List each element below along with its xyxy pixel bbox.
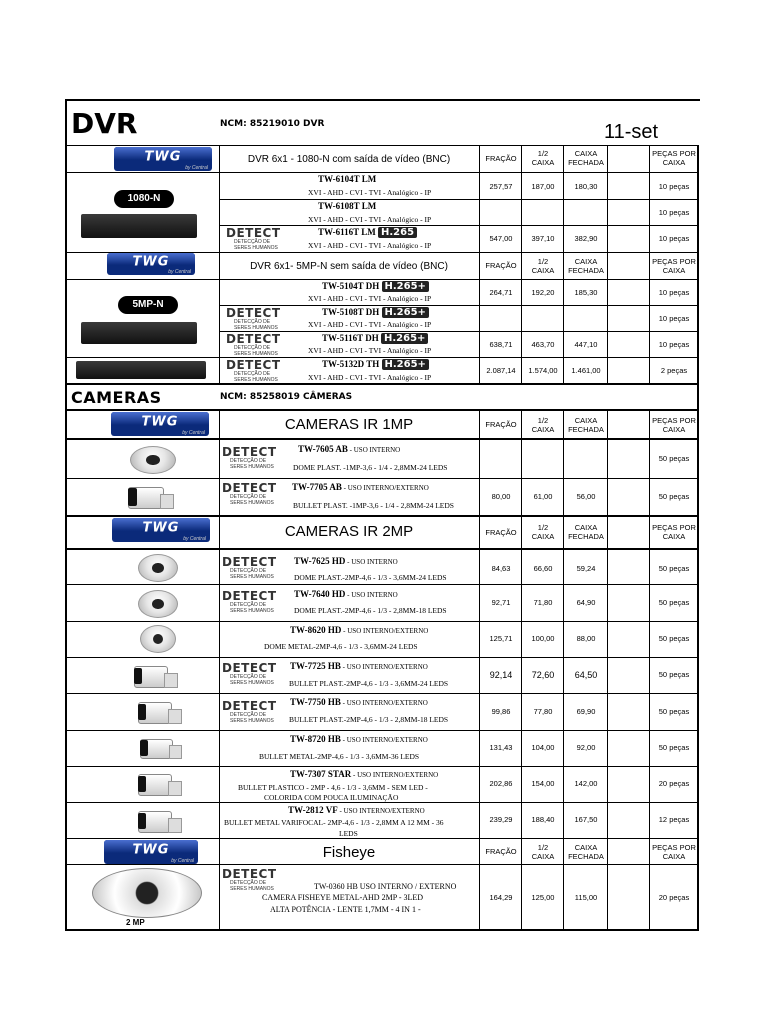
model-name: TW-7640 HD - USO INTERNO (294, 589, 398, 599)
detect-logo: DETECT DETECÇÃO DE SERES HUMANOS (222, 589, 277, 614)
col-meia-caixa: 1/2 CAIXA (531, 149, 555, 167)
h265-badge: H.265+ (381, 333, 428, 344)
model-spec: BULLET PLAST. -1MP-3,6 - 1/4 - 2,8MM-24 LEDS (293, 501, 454, 510)
detect-logo: DETECT DETECÇÃO DE SERES HUMANOS (226, 332, 281, 357)
row-line (66, 438, 699, 440)
price-caixa: 88,00 (576, 634, 596, 643)
col-line (607, 145, 608, 385)
detect-logo: DETECT DETECÇÃO DE SERES HUMANOS (226, 226, 281, 251)
price-caixa: 1.461,00 (571, 366, 601, 375)
price-meia: 71,80 (533, 598, 553, 607)
twg-logo: TWG by Central (111, 412, 209, 436)
dvr-image (81, 322, 197, 344)
col-line (649, 409, 650, 931)
model-name: TW-7750 HB - USO INTERNO/EXTERNO (290, 697, 428, 707)
price-meia: 100,00 (531, 634, 555, 643)
qty: 20 peças (658, 779, 690, 788)
price-caixa: 64,50 (574, 670, 598, 680)
qty: 50 peças (658, 707, 690, 716)
col-fracao: FRAÇÃO (485, 420, 517, 429)
price-fracao: 125,71 (489, 634, 513, 643)
col-line (479, 409, 480, 931)
qty: 50 peças (658, 743, 690, 752)
price-caixa: 64,90 (576, 598, 596, 607)
dvr-image (81, 214, 197, 238)
row-line (66, 357, 699, 358)
price-meia: 463,70 (531, 340, 555, 349)
row-line (66, 478, 699, 479)
col-pecas-caixa: PEÇAS POR CAIXA (652, 523, 696, 541)
model-spec: BULLET METAL VARIFOCAL- 2MP-4,6 - 1/3 - 2,8MM A 12 MM - 36 (224, 818, 444, 827)
h265-badge: H.265+ (382, 307, 429, 318)
dome-camera-image (138, 554, 178, 582)
model-name: TW-7625 HD - USO INTERNO (294, 556, 398, 566)
model-spec: XVI - AHD - CVI - TVI - Analógico - IP (308, 320, 432, 329)
qty: 10 peças (658, 208, 690, 217)
row-line (66, 693, 699, 694)
price-meia: 125,00 (531, 893, 555, 902)
price-caixa: 115,00 (574, 893, 598, 902)
section-fisheye: Fisheye (322, 844, 376, 861)
model-spec: DOME METAL-2MP-4,6 - 1/3 - 3,6MM-24 LEDS (264, 642, 418, 651)
qty: 50 peças (658, 454, 690, 463)
model-name: TW-8720 HB - USO INTERNO/EXTERNO (290, 734, 428, 744)
model-spec: XVI - AHD - CVI - TVI - Analógico - IP (308, 373, 432, 382)
twg-logo: TWG by Central (114, 147, 212, 171)
bullet-camera-image (138, 696, 184, 728)
price-meia: 1.574,00 (528, 366, 558, 375)
qty: 10 peças (658, 288, 690, 297)
qty: 12 peças (658, 815, 690, 824)
price-fracao: 638,71 (489, 340, 513, 349)
section-ir-2mp: CAMERAS IR 2MP (284, 523, 414, 540)
row-line (220, 199, 699, 200)
fisheye-spec-2: ALTA POTÊNCIA - LENTE 1,7MM - 4 IN 1 - (270, 905, 421, 914)
row-line (66, 515, 699, 517)
detect-logo: DETECT DETECÇÃO DE SERES HUMANOS (226, 358, 281, 383)
row-line (66, 838, 699, 839)
row-line (66, 766, 699, 767)
bullet-camera-image (128, 480, 176, 514)
detect-logo: DETECT DETECÇÃO DE SERES HUMANOS (222, 445, 277, 470)
model-spec: DOME PLAST. -1MP-3,6 - 1/4 - 2,8MM-24 LEDS (293, 463, 448, 472)
row-line (66, 621, 699, 622)
frame-bottom (65, 929, 699, 931)
col-pecas-caixa: PEÇAS POR CAIXA (652, 416, 696, 434)
qty: 50 peças (658, 598, 690, 607)
col-pecas-caixa: PEÇAS POR CAIXA (652, 257, 696, 275)
model-spec-2: LEDS (339, 829, 358, 838)
col-line (219, 145, 220, 385)
price-fracao: 239,29 (489, 815, 513, 824)
col-caixa-fechada: CAIXA FECHADA (568, 416, 604, 434)
model-name: TW-5108T DH H.265+ (322, 307, 429, 318)
qty: 50 peças (658, 564, 690, 573)
qty: 10 peças (658, 234, 690, 243)
bullet-camera-image (140, 733, 184, 763)
row-line (66, 279, 699, 280)
col-meia-caixa: 1/2 CAIXA (531, 416, 555, 434)
col-meia-caixa: 1/2 CAIXA (531, 523, 555, 541)
model-name: TW-5116T DH H.265+ (322, 333, 428, 344)
col-caixa-fechada: CAIXA FECHADA (568, 149, 604, 167)
qty: 2 peças (660, 366, 688, 375)
model-spec: BULLET METAL-2MP-4,6 - 1/3 - 3,6MM-36 LEDS (259, 752, 420, 761)
model-spec-2: COLORIDA COM POUCA ILUMINAÇÃO (264, 793, 399, 802)
model-name: TW-7725 HB - USO INTERNO/EXTERNO (290, 661, 428, 671)
col-meia-caixa: 1/2 CAIXA (531, 843, 555, 861)
col-fracao: FRAÇÃO (485, 847, 517, 856)
row-line (66, 145, 699, 146)
twg-logo: TWG by Central (104, 840, 198, 864)
model-name: TW-6104T LM (318, 174, 377, 184)
detect-logo: DETECT DETECÇÃO DE SERES HUMANOS (226, 306, 281, 331)
model-name: TW-7605 AB - USO INTERNO (298, 444, 401, 454)
model-name: TW-6108T LM (318, 201, 377, 211)
date-label: 11-set (604, 121, 659, 143)
col-caixa-fechada: CAIXA FECHADA (568, 257, 604, 275)
col-line (563, 409, 564, 931)
bullet-camera-image (134, 660, 180, 692)
qty: 10 peças (658, 182, 690, 191)
row-line (220, 331, 699, 332)
col-line (521, 409, 522, 931)
badge-1080n: 1080-N (114, 190, 174, 208)
row-line (220, 225, 699, 226)
model-spec: BULLET PLAST.-2MP-4,6 - 1/3 - 2,8MM-18 LEDS (289, 715, 449, 724)
row-line (66, 409, 699, 411)
col-line (649, 145, 650, 385)
model-spec: BULLET PLAST.-2MP-4,6 - 1/3 - 3,6MM-24 LEDS (289, 679, 449, 688)
price-caixa: 185,30 (574, 288, 598, 297)
price-caixa: 447,10 (574, 340, 598, 349)
model-name: TW-8620 HD - USO INTERNO/EXTERNO (290, 625, 429, 635)
model-spec: XVI - AHD - CVI - TVI - Analógico - IP (308, 294, 432, 303)
row-line (220, 305, 699, 306)
price-meia: 188,40 (531, 815, 555, 824)
bullet-camera-image (138, 768, 184, 800)
model-name: TW-7307 STAR - USO INTERNO/EXTERNO (290, 769, 439, 779)
price-fracao: 547,00 (489, 234, 513, 243)
price-fracao: 80,00 (491, 492, 511, 501)
model-name: TW-5104T DH H.265+ (322, 281, 429, 292)
price-caixa: 69,90 (576, 707, 596, 716)
section-dvr-1080: DVR 6x1 - 1080-N com saída de vídeo (BNC) (247, 154, 451, 165)
fisheye-mp-label: 2 MP (126, 918, 145, 927)
qty: 20 peças (658, 893, 690, 902)
price-fracao: 257,57 (489, 182, 513, 191)
dvr-image (76, 361, 206, 379)
row-line (66, 864, 699, 865)
page-title: DVR (71, 107, 138, 140)
price-caixa: 167,50 (574, 815, 598, 824)
row-line (66, 548, 699, 550)
price-meia: 77,80 (533, 707, 553, 716)
row-line (66, 172, 699, 173)
price-fracao: 131,43 (489, 743, 513, 752)
row-line (66, 584, 699, 585)
price-fracao: 264,71 (489, 288, 513, 297)
col-line (521, 145, 522, 385)
price-caixa: 180,30 (574, 182, 598, 191)
bullet-camera-image (138, 805, 184, 837)
ncm-cameras: NCM: 85258019 CÂMERAS (220, 392, 353, 402)
h265-badge: H.265+ (382, 359, 429, 370)
model-spec: DOME PLAST.-2MP-4,6 - 1/3 - 2,8MM-18 LEDS (294, 606, 447, 615)
model-spec: XVI - AHD - CVI - TVI - Analógico - IP (308, 215, 432, 224)
price-fracao: 92,71 (491, 598, 511, 607)
qty: 50 peças (658, 492, 690, 501)
fisheye-camera-image (92, 868, 202, 918)
col-line (607, 409, 608, 931)
price-fracao: 2.087,14 (486, 366, 516, 375)
model-spec: XVI - AHD - CVI - TVI - Analógico - IP (308, 241, 432, 250)
price-meia: 72,60 (531, 670, 555, 680)
model-spec: DOME PLAST.-2MP-4,6 - 1/3 - 3,6MM-24 LEDS (294, 573, 447, 582)
model-spec: XVI - AHD - CVI - TVI - Analógico - IP (308, 188, 432, 197)
price-fracao: 99,86 (491, 707, 511, 716)
detect-logo: DETECT DETECÇÃO DE SERES HUMANOS (222, 867, 277, 892)
dome-camera-image (138, 590, 178, 618)
h265-badge: H.265 (378, 227, 417, 238)
price-meia: 66,60 (533, 564, 553, 573)
col-caixa-fechada: CAIXA FECHADA (568, 523, 604, 541)
price-meia: 104,00 (531, 743, 555, 752)
col-line (479, 145, 480, 385)
price-caixa: 59,24 (576, 564, 596, 573)
section-dvr-5mp: DVR 6x1- 5MP-N sem saída de vídeo (BNC) (250, 261, 448, 272)
ncm-dvr: NCM: 85219010 DVR (220, 119, 325, 129)
detect-logo: DETECT DETECÇÃO DE SERES HUMANOS (222, 661, 277, 686)
price-fracao: 92,14 (489, 670, 513, 680)
h265-badge: H.265+ (382, 281, 429, 292)
price-fracao: 202,86 (489, 779, 513, 788)
col-fracao: FRAÇÃO (485, 154, 517, 163)
badge-5mpn: 5MP-N (118, 296, 178, 314)
price-meia: 192,20 (531, 288, 555, 297)
cameras-title: CAMERAS (71, 388, 162, 407)
col-line (563, 145, 564, 385)
price-caixa: 382,90 (574, 234, 598, 243)
row-line (66, 730, 699, 731)
col-pecas-caixa: PEÇAS POR CAIXA (652, 843, 696, 861)
qty: 50 peças (658, 634, 690, 643)
price-meia: 61,00 (533, 492, 553, 501)
model-name: TW-6116T LM H.265 (318, 227, 417, 238)
model-name: TW-7705 AB - USO INTERNO/EXTERNO (292, 482, 429, 492)
section-ir-1mp: CAMERAS IR 1MP (284, 416, 414, 433)
qty: 10 peças (658, 340, 690, 349)
col-meia-caixa: 1/2 CAIXA (531, 257, 555, 275)
row-line (66, 802, 699, 803)
price-caixa: 142,00 (574, 779, 598, 788)
price-caixa: 56,00 (576, 492, 596, 501)
model-spec: BULLET PLASTICO - 2MP - 4,6 - 1/3 - 3,6MM - SEM LED - (238, 783, 428, 792)
price-meia: 187,00 (531, 182, 555, 191)
col-line (219, 409, 220, 931)
price-caixa: 92,00 (576, 743, 596, 752)
qty: 10 peças (658, 314, 690, 323)
model-name: TW-2812 VF - USO INTERNO/EXTERNO (288, 805, 425, 815)
model-name: TW-5132D TH H.265+ (322, 359, 429, 370)
frame-top (65, 99, 700, 101)
col-fracao: FRAÇÃO (485, 261, 517, 270)
dome-camera-image (130, 446, 176, 474)
fisheye-model: TW-0360 HB USO INTERNO / EXTERNO (314, 882, 457, 891)
price-fracao: 84,63 (491, 564, 511, 573)
row-line (66, 383, 699, 385)
twg-logo: TWG by Central (112, 518, 210, 542)
dome-camera-image (140, 625, 176, 653)
price-fracao: 164,29 (489, 893, 513, 902)
price-meia: 397,10 (531, 234, 555, 243)
detect-logo: DETECT DETECÇÃO DE SERES HUMANOS (222, 481, 277, 506)
twg-logo: TWG by Central (107, 253, 195, 275)
qty: 50 peças (658, 670, 690, 679)
col-caixa-fechada: CAIXA FECHADA (568, 843, 604, 861)
row-line (66, 657, 699, 658)
detect-logo: DETECT DETECÇÃO DE SERES HUMANOS (222, 699, 277, 724)
detect-logo: DETECT DETECÇÃO DE SERES HUMANOS (222, 555, 277, 580)
col-fracao: FRAÇÃO (485, 528, 517, 537)
price-meia: 154,00 (531, 779, 555, 788)
fisheye-spec-1: CAMERA FISHEYE METAL-AHD 2MP - 3LED (262, 893, 424, 902)
col-pecas-caixa: PEÇAS POR CAIXA (652, 149, 696, 167)
model-spec: XVI - AHD - CVI - TVI - Analógico - IP (308, 346, 432, 355)
